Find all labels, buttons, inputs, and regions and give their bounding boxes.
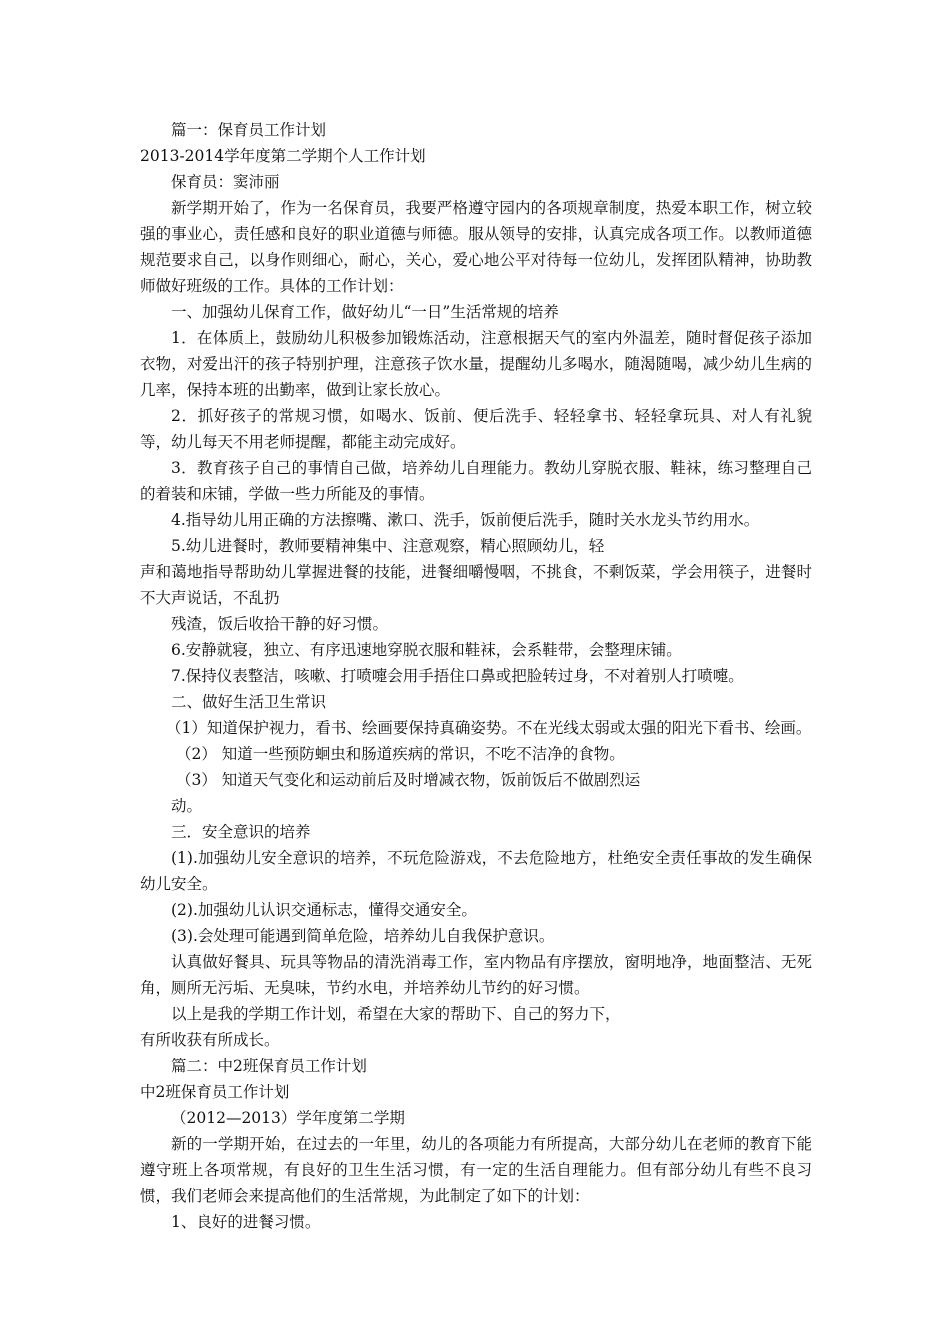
document-body bbox=[140, 117, 812, 1235]
hygiene-item-3-end: 动。 bbox=[171, 797, 203, 815]
safety-item-3: (3).会处理可能遇到简单危险，培养幼儿自我保护意识。 bbox=[171, 927, 555, 945]
section-one-title: 篇一：保育员工作计划 bbox=[171, 121, 327, 139]
item-3-self-care: 3．教育孩子自己的事情自己做，培养幼儿自理能力。教幼儿穿脱衣服、鞋袜，练习整理自己的着装和床铺，学做一些力所能及的事情。 bbox=[140, 459, 812, 503]
hygiene-item-2: （2） 知道一些预防蛔虫和肠道疾病的常识，不吃不洁净的食物。 bbox=[176, 745, 625, 763]
plan-two-intro: 新的一学期开始，在过去的一年里，幼儿的各项能力有所提高，大部分幼儿在老师的教育下能遵守班上各项常规，有良好的卫生生活习惯，有一定的生活自理能力。但有部分幼儿有些不良习惯，我们老师会来提高他们的生活常规，为此制定了如下的计划： bbox=[140, 1135, 812, 1205]
heading-part-three: 三．安全意识的培养 bbox=[171, 823, 311, 841]
item-1-physique: 1．在体质上，鼓励幼儿积极参加锻炼活动，注意根据天气的室内外温差，随时督促孩子添加衣物，对爱出汗的孩子特别护理，注意孩子饮水量，提醒幼儿多喝水，随渴随喝，减少幼儿生病的几率，保持本班的出勤率，做到让家长放心。 bbox=[140, 329, 812, 399]
cleaning-paragraph: 认真做好餐具、玩具等物品的清洗消毒工作，室内物品有序摆放，窗明地净，地面整洁、无死角，厕所无污垢、无臭味，节约水电，并培养幼儿节约的好习惯。 bbox=[140, 953, 812, 997]
author-line: 保育员：窦沛丽 bbox=[171, 173, 280, 191]
safety-item-2: (2).加强幼儿认识交通标志，懂得交通安全。 bbox=[171, 901, 477, 919]
item-5-meals: 5.幼儿进餐时，教师要精神集中、注意观察，精心照顾幼儿，轻 bbox=[171, 537, 605, 555]
item-2-habits: 2．抓好孩子的常规习惯，如喝水、饭前、便后洗手、轻轻拿书、轻轻拿玩具、对人有礼貌等，幼儿每天不用老师提醒，都能主动完成好。 bbox=[140, 407, 812, 451]
hygiene-item-3: （3） 知道天气变化和运动前后及时增减衣物，饭前饭后不做剧烈运 bbox=[176, 771, 641, 789]
item-5-meals-end: 残渣，饭后收拾干静的好习惯。 bbox=[171, 615, 389, 633]
item-5-meals-continued: 声和蔼地指导帮助幼儿掌握进餐的技能，进餐细嚼慢咽，不挑食，不剩饭菜，学会用筷子，进餐时不大声说话，不乱扔 bbox=[140, 563, 812, 607]
item-7-appearance: 7.保持仪表整洁，咳嗽、打喷嚏会用手捂住口鼻或把脸转过身，不对着别人打喷嚏。 bbox=[171, 667, 744, 685]
plan-two-item-1: 1、良好的进餐习惯。 bbox=[171, 1213, 321, 1231]
plan-two-term: （2012—2013）学年度第二学期 bbox=[171, 1109, 405, 1127]
intro-paragraph: 新学期开始了，作为一名保育员，我要严格遵守园内的各项规章制度，热爱本职工作，树立较强的事业心，责任感和良好的职业道德与师德。服从领导的安排，认真完成各项工作。以教师道德规范要求自己，以身作则细心，耐心，关心，爱心地公平对待每一位幼儿，发挥团队精神，协助教师做好班级的工作。具体的工作计划： bbox=[140, 199, 812, 295]
item-4-washing: 4.指导幼儿用正确的方法擦嘴、漱口、洗手，饭前便后洗手，随时关水龙头节约用水。 bbox=[171, 511, 760, 529]
section-two-title: 篇二：中2班保育员工作计划 bbox=[171, 1057, 367, 1075]
plan-two-title: 中2班保育员工作计划 bbox=[140, 1083, 290, 1101]
hygiene-item-1: （1）知道保护视力，看书、绘画要保持真确姿势。不在光线太弱或太强的阳光下看书、绘画。 bbox=[166, 719, 812, 737]
heading-part-one: 一、加强幼儿保育工作，做好幼儿“一日”生活常规的培养 bbox=[171, 303, 559, 321]
item-6-sleep: 6.安静就寝，独立、有序迅速地穿脱衣服和鞋袜，会系鞋带，会整理床铺。 bbox=[171, 641, 682, 659]
safety-item-1: (1).加强幼儿安全意识的培养，不玩危险游戏，不去危险地方，杜绝安全责任事故的发生确保幼儿安全。 bbox=[140, 849, 812, 893]
plan-title: 2013-2014学年度第二学期个人工作计划 bbox=[140, 147, 426, 165]
heading-part-two: 二、做好生活卫生常识 bbox=[171, 693, 327, 711]
closing-line-end: 有所收获有所成长。 bbox=[140, 1031, 280, 1049]
closing-line: 以上是我的学期工作计划，希望在大家的帮助下、自己的努力下， bbox=[171, 1005, 621, 1023]
